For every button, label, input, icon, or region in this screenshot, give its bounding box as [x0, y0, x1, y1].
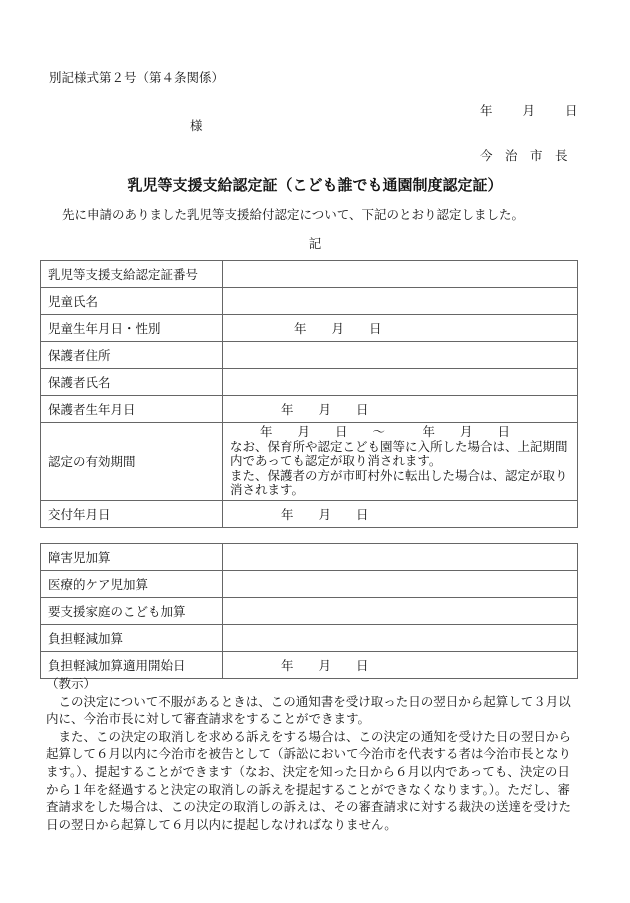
ki-heading: 記 — [308, 236, 322, 251]
medical-care-addition-label: 医療的ケア児加算 — [41, 571, 223, 598]
table-row — [41, 571, 578, 598]
validity-period-range: 年 月 日 ～ 年 月 日 — [260, 424, 511, 439]
guardian-birthdate-value: 年 月 日 — [223, 396, 578, 423]
child-name-label: 児童氏名 — [41, 288, 223, 315]
support-family-addition-label: 要支援家庭のこども加算 — [41, 598, 223, 625]
notice-appeal-paragraph: この決定について不服があるときは、この通知書を受け取った日の翌日から起算して３月以内に、今治市長に対して審査請求をすることができます。 — [46, 693, 571, 727]
date-year: 年 — [480, 103, 493, 118]
guardian-address-label: 保護者住所 — [41, 342, 223, 369]
burden-reduction-start-value: 年 月 日 — [223, 652, 578, 679]
issuer: 今 治 市 長 — [480, 148, 568, 163]
table-row — [41, 500, 578, 527]
burden-reduction-addition-label: 負担軽減加算 — [41, 625, 223, 652]
child-name-value — [223, 288, 578, 315]
disability-addition-value — [223, 544, 578, 571]
notice-section — [46, 675, 576, 833]
document-date — [480, 101, 578, 119]
document-title: 乳児等支援支給認定証（こども誰でも通園制度認定証） — [127, 176, 503, 194]
child-birthdate-value: 年 月 日 — [223, 315, 578, 342]
table-row — [41, 315, 578, 342]
form-code: 別記様式第２号（第４条関係） — [49, 70, 225, 85]
cert-number-label: 乳児等支援支給認定証番号 — [41, 261, 223, 288]
issue-date-value: 年 月 日 — [223, 500, 578, 527]
table-row — [41, 544, 578, 571]
certification-table — [40, 260, 578, 528]
table-row — [41, 396, 578, 423]
addressee-suffix: 様 — [190, 118, 203, 133]
table-row — [41, 342, 578, 369]
guardian-address-value — [223, 342, 578, 369]
date-month: 月 — [522, 103, 536, 118]
validity-note-admission: なお、保育所や認定こども園等に入所した場合は、上記期間内であっても認定が取り消されます。 — [230, 438, 568, 469]
table-row — [41, 625, 578, 652]
table-row — [41, 423, 578, 501]
issue-date-label: 交付年月日 — [41, 500, 223, 527]
burden-reduction-addition-value — [223, 625, 578, 652]
intro-text: 先に申請のありました乳児等支援給付認定について、下記のとおり認定しました。 — [62, 207, 525, 222]
notice-lawsuit-paragraph: また、この決定の取消しを求める訴えをする場合は、この決定の通知を受けた日の翌日から起算して６月以内に今治市を被告として（訴訟において今治市を代表する者は今治市長となります。）、提起することができます（なお、決定を知った日から６月以内であっても、決定の日から１年を経過すると決定の取消しの訴えを提起することができなくなります。）。ただし、審査請求をした場合は、この決定の取消しの訴えは、その審査請求に対する裁決の送達を受けた日の翌日から起算して６月以内に提起しなければなりません。 — [46, 728, 572, 832]
burden-reduction-start-label: 負担軽減加算適用開始日 — [41, 652, 223, 679]
cert-number-value — [223, 261, 578, 288]
validity-period-value — [223, 423, 578, 501]
child-birthdate-label: 児童生年月日・性別 — [41, 315, 223, 342]
guardian-name-label: 保護者氏名 — [41, 369, 223, 396]
date-day: 日 — [565, 103, 578, 118]
guardian-name-value — [223, 369, 578, 396]
guardian-birthdate-label: 保護者生年月日 — [41, 396, 223, 423]
support-family-addition-value — [223, 598, 578, 625]
validity-note-relocation: また、保護者の方が市町村外に転出した場合は、認定が取り消されます。 — [230, 467, 568, 498]
notice-heading: （教示） — [46, 676, 97, 691]
additions-table — [40, 543, 578, 679]
medical-care-addition-value — [223, 571, 578, 598]
table-row — [41, 288, 578, 315]
disability-addition-label: 障害児加算 — [41, 544, 223, 571]
table-row — [41, 598, 578, 625]
table-row — [41, 261, 578, 288]
table-row — [41, 369, 578, 396]
validity-period-label: 認定の有効期間 — [41, 423, 223, 501]
